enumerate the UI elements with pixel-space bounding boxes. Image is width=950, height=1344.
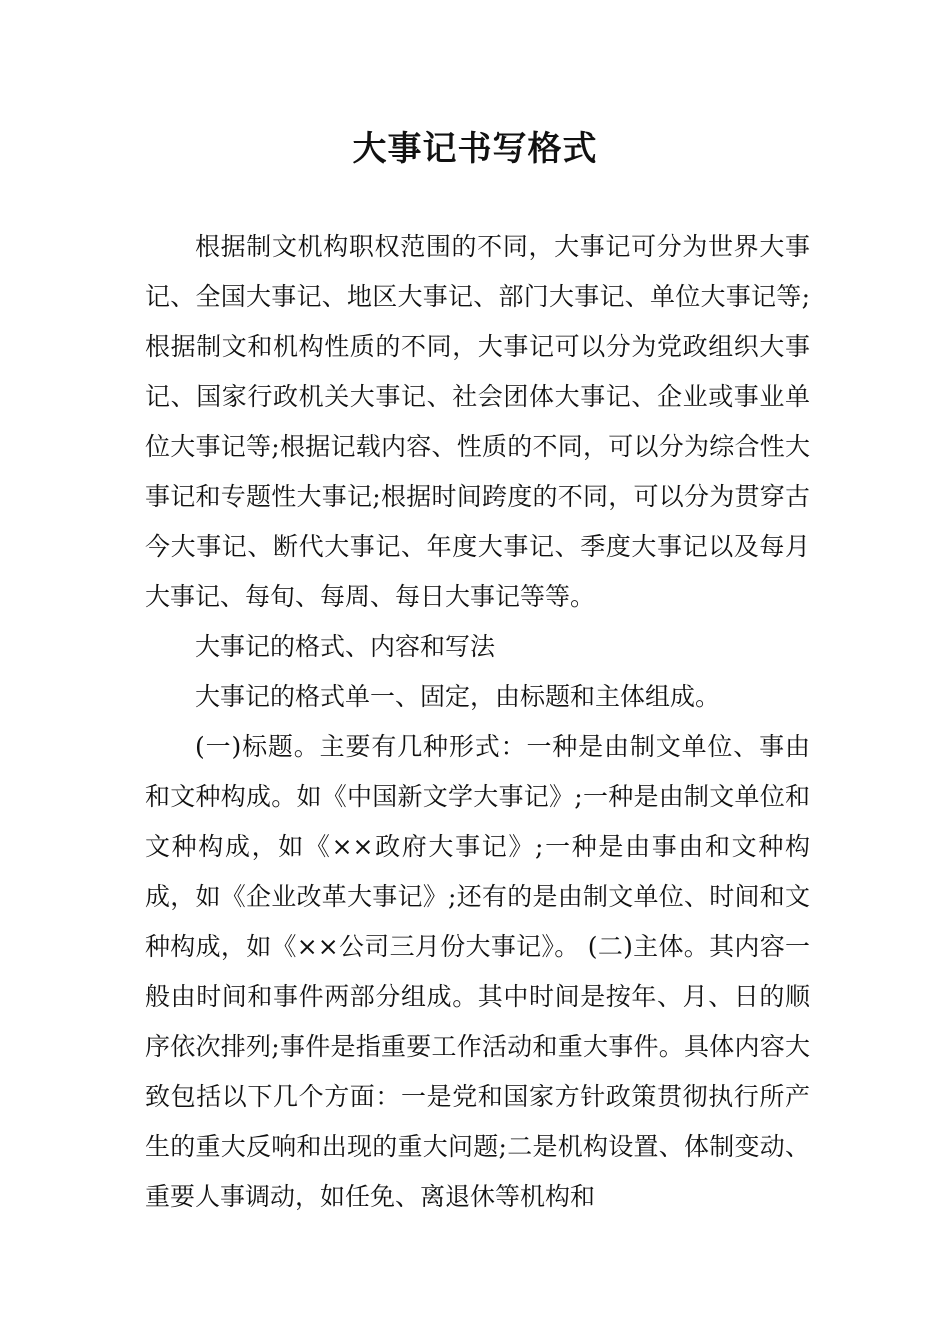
document-body	[145, 222, 810, 1222]
document-title: 大事记书写格式	[352, 129, 598, 169]
paragraph-title-and-body: (一)标题。主要有几种形式：一种是由制文单位、事由和文种构成。如《中国新文学大事记》;一种是由制文单位和文种构成，如《××政府大事记》;一种是由事由和文种构成，如《企业改革大事记》;还有的是由制文单位、时间和文种构成，如《××公司三月份大事记》。 (二)主体。其内容一般由时间和事件两部分组成。其中时间是按年、月、日的顺序依次排列;事件是指重要工作活动和重大事件。具体内容大致包括以下几个方面：一是党和国家方针政策贯彻执行所产生的重大反响和出现的重大问题;二是机构设置、体制变动、重要人事调动，如任免、离退休等机构和	[145, 732, 810, 1211]
paragraph-section-heading: 大事记的格式、内容和写法	[195, 632, 496, 661]
paragraph-classification: 根据制文机构职权范围的不同，大事记可分为世界大事记、全国大事记、地区大事记、部门大事记、单位大事记等;根据制文和机构性质的不同，大事记可以分为党政组织大事记、国家行政机关大事记、社会团体大事记、企业或事业单位大事记等;根据记载内容、性质的不同，可以分为综合性大事记和专题性大事记;根据时间跨度的不同，可以分为贯穿古今大事记、断代大事记、年度大事记、季度大事记以及每月大事记、每旬、每周、每日大事记等等。	[145, 232, 810, 611]
paragraph-format-summary: 大事记的格式单一、固定，由标题和主体组成。	[195, 682, 721, 711]
